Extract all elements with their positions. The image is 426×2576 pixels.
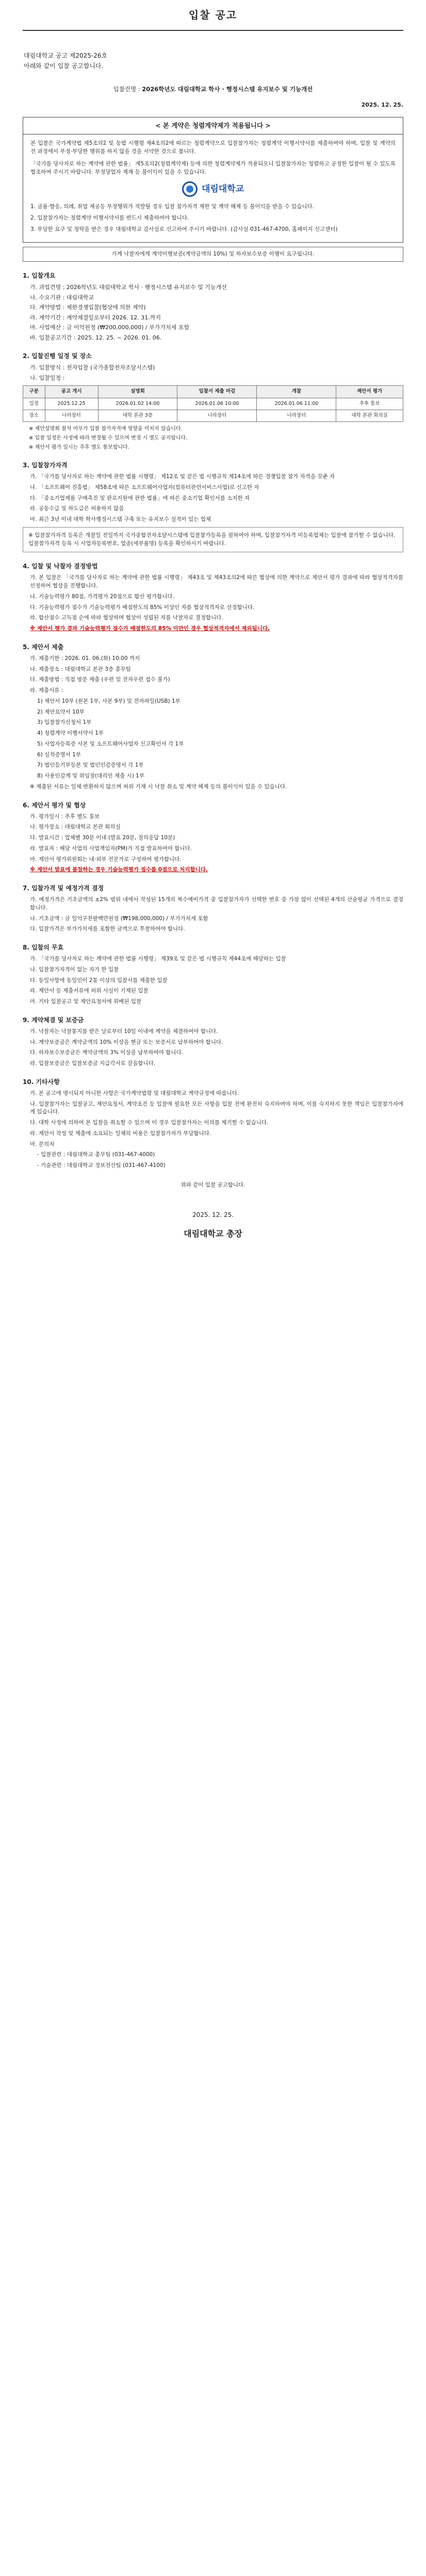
section-proposal <box>23 642 403 791</box>
integrity-paragraph-2: 「국가를 당사자로 하는 계약에 관한 법률」 제5조의2(청렴계약제) 등에 의한 청렴계약제가 적용되오니 입찰참가자는 청렴하고 공정한 입찰이 될 수 있도록 협조하여 주시기 바랍니다. 부정당업자 제재 등 불이익이 있을 수 있습니다. <box>30 160 396 175</box>
table-cell: 대학 본관 회의실 <box>336 410 403 421</box>
section-heading: 7. 입찰가격 및 예정가격 결정 <box>23 885 104 892</box>
table-header: 공고 게시 <box>45 386 98 398</box>
section-line: 가. 입찰방식 : 전자입찰 (국가종합전자조달시스템) <box>30 364 155 371</box>
section-line: 나. 계약보증금은 계약금액의 10% 이상을 현금 또는 보증서로 납부하여야 합니다. <box>30 1039 223 1045</box>
section-line: 가. 「국가를 당사자로 하는 계약에 관한 법률 시행령」 제39조 및 같은 법 시행규칙 제44조에 해당하는 입찰 <box>30 956 286 962</box>
integrity-notice-item: 1. 금품·향응, 의례, 취업 제공등 부정행위가 적발될 경우 입찰 참가자격 제한 및 계약 해제 등 불이익을 받을 수 있습니다. <box>30 204 315 210</box>
section-line: 라. 입찰보증금은 입찰보증금 지급각서로 갈음합니다. <box>30 1060 156 1067</box>
bid-title-line: 입찰건명 : 2026학년도 대림대학교 학사 · 행정시스템 유지보수 및 기능개선 <box>113 85 313 93</box>
contact-line: - 입찰관련 : 대림대학교 총무팀 (031-467-4000) <box>37 1151 155 1158</box>
section-line: 가. 「국가를 당사자로 하는 계약에 관한 법률 시행령」 제12조 및 같은 법 시행규칙 제14조에 따른 경쟁입찰 참가 자격을 갖춘 자 <box>30 473 335 480</box>
section-line: 다. 발표시간 : 업체별 30분 이내 (발표 20분, 질의응답 10분) <box>30 835 175 841</box>
integrity-box-body <box>23 134 403 242</box>
section-evaluation <box>23 801 403 875</box>
section-heading: 6. 제안서 평가 및 협상 <box>23 801 86 809</box>
table-row <box>23 398 403 410</box>
section-line: 나. 기초금액 : 금 일억구천팔백만원정 (₩198,000,000) / 부가가치세 포함 <box>30 915 208 922</box>
section-line: 라. 제출서류 : <box>30 687 63 694</box>
university-logo <box>30 181 396 197</box>
note-line: ※ 제안설명회 참석 여부가 입찰 참가자격에 영향을 미치지 않습니다. <box>29 426 183 432</box>
table-cell: 추후 통보 <box>336 398 403 410</box>
schedule-table <box>23 385 403 422</box>
bid-title-label: 입찰건명 <box>113 85 137 93</box>
section-line: 바. 입찰공고기간 : 2025. 12. 25. ~ 2026. 01. 06. <box>30 334 162 341</box>
schedule-notes <box>23 425 403 451</box>
section-schedule <box>23 351 403 451</box>
section-line: 라. 발표자 : 해당 사업의 사업책임자(PM)가 직접 발표하여야 합니다. <box>30 845 192 852</box>
document-item: 5) 사업자등록증 사본 및 소프트웨어사업자 신고확인서 각 1부 <box>37 740 184 747</box>
section-line: 마. 사업예산 : 금 이억원정 (₩200,000,000) / 부가가치세 포함 <box>30 324 189 331</box>
section-line: 가. 본 공고에 명시되지 아니한 사항은 국가계약법령 및 대림대학교 계약규정에 따릅니다. <box>30 1090 239 1096</box>
table-cell: 나라장터 <box>257 410 336 421</box>
footer-date: 2025. 12. 25. <box>192 1211 234 1218</box>
announcement-date: 2025. 12. 25. <box>361 101 403 109</box>
integrity-contract-box <box>23 117 403 243</box>
contact-line: - 기술관련 : 대림대학교 정보전산팀 (031-467-4100) <box>37 1162 166 1169</box>
section-heading: 9. 계약체결 및 보증금 <box>23 1016 84 1024</box>
table-cell: 나라장터 <box>45 410 98 421</box>
note-line: ※ 제안서 평가 일시는 추후 별도 통보합니다. <box>29 445 129 451</box>
table-cell: 대학 본관 3층 <box>98 410 177 421</box>
section-line: 나. 기술능력평가 80점, 가격평가 20점으로 합산 평가합니다. <box>30 593 174 600</box>
table-cell: 2025.12.25 <box>45 398 98 410</box>
section-line: 가. 평가일시 : 추후 별도 통보 <box>30 813 100 820</box>
section-line: 다. 동일사항에 동일인이 2통 이상의 입찰서를 제출한 입찰 <box>30 977 168 984</box>
section-bid-price <box>23 884 403 934</box>
integrity-box-heading: < 본 게약은 청렴게약제가 적용됩니다 > <box>23 117 403 135</box>
section-line: 나. 입찰참가자격이 없는 자가 한 입찰 <box>30 966 119 973</box>
section-misc <box>23 1077 403 1190</box>
section-award-method <box>23 562 403 633</box>
section-heading: 8. 입찰의 무효 <box>23 944 64 952</box>
table-header: 개찰 <box>257 386 336 398</box>
integrity-notice-item: 2. 입찰참가자는 청렴계약 이행서약서를 반드시 제출하여야 합니다. <box>30 215 189 222</box>
section-line: 다. 계약방법 : 제한경쟁입찰(협상에 의한 계약) <box>30 304 146 311</box>
header-bar <box>23 0 403 31</box>
publication-info <box>23 50 403 72</box>
section-line: 나. 입찰일정 : <box>30 374 65 381</box>
integrity-notice-item: 3. 부당한 요구 및 청탁을 받은 경우 대림대학교 감사실로 신고하여 주시기 바랍니다. (감사실 031-467-4700, 홈페이지 신고센터) <box>30 226 338 232</box>
publication-statement: 아래와 같이 입찰 공고합니다. <box>24 62 104 70</box>
document-item: 2) 제안요약서 10부 <box>37 708 85 715</box>
section-line: 나. 제출장소 : 대림대학교 본관 3층 총무팀 <box>30 666 131 672</box>
section-line: 마. 기타 입찰공고 및 제안요청서에 위배된 입찰 <box>30 998 142 1005</box>
warning-line: ※ 제안서 평가 결과 기술능력평가 점수가 배점한도의 85% 미만인 경우 협상적격자에서 제외됩니다. <box>30 625 270 632</box>
table-header: 제안서 평가 <box>336 386 403 398</box>
section-line: 라. 합산점수 고득점 순에 따라 협상하며 협상이 성립된 자를 낙찰자로 결정합니다. <box>30 615 223 621</box>
note-line: ※ 제출된 서류는 일체 반환하지 않으며 허위 기재 시 낙찰 취소 및 계약 해제 등의 불이익이 있을 수 있습니다. <box>30 783 287 790</box>
section-line: 다. 「중소기업제품 구매촉진 및 판로지원에 관한 법률」에 따른 중소기업 확인서를 소지한 자 <box>30 495 250 501</box>
section-heading: 5. 제안서 제출 <box>23 643 64 651</box>
section-line: 다. 기술능력평가 점수가 기술능력평가 배점한도의 85% 이상인 자를 협상적격자로 선정합니다. <box>30 604 255 611</box>
table-cell: 나라장터 <box>177 410 257 421</box>
section-line: 라. 제안서 작성 및 제출에 소요되는 일체의 비용은 입찰참가자가 부담합니다. <box>30 1130 211 1137</box>
section-line: 마. 제안서 평가위원회는 내·외부 전문가로 구성하여 평가합니다. <box>30 856 182 862</box>
eligibility-notice-box: ※ 입찰참가자격 등록은 개찰일 전일까지 국가종합전자조달시스템에 입찰참가등록을 필하여야 하며, 입찰참가자격 미등록업체는 입찰에 참가할 수 없습니다. 입찰참가자격 등록 시 사업자등록번호, 업종(세부품명) 등록을 확인하시기 바랍니다. <box>23 527 403 553</box>
section-line: 라. 공동수급 및 하도급은 허용하지 않음 <box>30 505 124 512</box>
section-line: 가. 과업건명 : 2026학년도 대림대학교 학사 · 행정시스템 유지보수 및 기능개선 <box>30 284 227 291</box>
section-line: 가. 낙찰자는 낙찰통지를 받은 날로부터 10일 이내에 계약을 체결하여야 합니다. <box>30 1028 218 1035</box>
table-cell: 장소 <box>23 410 45 421</box>
section-heading: 3. 입찰참가자격 <box>23 462 68 469</box>
section-line: 다. 하자보수보증금은 계약금액의 3% 이상을 납부하여야 합니다. <box>30 1049 183 1056</box>
section-contract <box>23 1015 403 1068</box>
section-line: 가. 예정가격은 기초금액의 ±2% 범위 내에서 작성된 15개의 복수예비가격 중 입찰참가자가 선택한 번호 중 가장 많이 선택된 4개의 산술평균 가격으로 결정합니다. <box>30 896 403 911</box>
table-header: 설명회 <box>98 386 177 398</box>
section-heading: 10. 기타사항 <box>23 1078 60 1086</box>
section-line: 라. 제안서 등 제출서류에 허위 사실이 기재된 입찰 <box>30 988 149 994</box>
guarantee-notice: 가계 낙찰자에게 계약이행보증(계약금액의 10%) 및 하자보수보증 이행이 요구됩니다. <box>23 247 403 262</box>
section-line: 가. 제출기한 : 2026. 01. 06.(화) 10:00 까지 <box>30 655 140 662</box>
section-overview <box>23 271 403 342</box>
table-cell: 2026.01.02 14:00 <box>98 398 177 410</box>
section-line: 나. 평가장소 : 대림대학교 본관 회의실 <box>30 824 121 831</box>
document-item: 8) 사용인감계 및 위임장(대리인 제출 시) 1부 <box>37 773 144 779</box>
note-line: ※ 입찰 일정은 사정에 따라 변경될 수 있으며 변경 시 별도 공지합니다. <box>29 435 188 442</box>
section-line: 가. 본 입찰은 「국가를 당사자로 하는 계약에 관한 법률 시행령」 제43조 및 제43조의2에 따른 협상에 의한 계약으로 제안서 평가 결과에 따라 협상적격자를 선정하여 협상을 진행합니다. <box>30 574 403 589</box>
section-heading: 4. 입찰 및 낙찰자 결정방법 <box>23 563 98 570</box>
document-item: 7) 법인등기부등본 및 법인인감증명서 각 1부 <box>37 762 144 769</box>
table-header: 구분 <box>23 386 45 398</box>
section-eligibility <box>23 461 403 552</box>
section-heading: 2. 입찰진행 일정 및 장소 <box>23 352 92 360</box>
section-line: 다. 제출방법 : 직접 방문 제출 (우편 및 전자우편 접수 불가) <box>30 676 170 683</box>
section-line: 나. 입찰참가자는 입찰공고, 제안요청서, 계약조건 등 입찰에 필요한 모든 사항을 입찰 전에 완전히 숙지하여야 하며, 이를 숙지하지 못한 책임은 입찰참가자에게 있습니다. <box>30 1100 403 1115</box>
university-emblem-icon <box>182 181 198 197</box>
table-row <box>23 410 403 421</box>
table-header: 입찰서 제출 마감 <box>177 386 257 398</box>
document-item: 1) 제안서 10부 (원본 1부, 사본 9부) 및 전자파일(USB) 1부 <box>37 698 181 704</box>
section-line: 라. 계약기간 : 계약체결일로부터 2026. 12. 31.까지 <box>30 314 161 321</box>
integrity-notice-list <box>30 203 396 233</box>
section-line: 나. 「소프트웨어 진흥법」 제58조에 따른 소프트웨어사업자(컴퓨터관련서비스사업)로 신고한 자 <box>30 484 259 490</box>
table-cell: 2026.01.06 11:00 <box>257 398 336 410</box>
page-title: 입찰 공고 <box>188 9 238 21</box>
document-item: 4) 청렴계약 이행서약서 1부 <box>37 730 104 737</box>
warning-line: ※ 제안서 발표에 불참하는 경우 기술능력평가 점수를 0점으로 처리합니다. <box>30 867 208 873</box>
integrity-paragraph-1: 본 입찰은 국가계약법 제5조의2 및 동법 시행령 제4조의2에 따르는 청렴계약으로 입찰참가자는 청렴계약 이행서약서를 제출하여야 하며, 입찰 및 계약의 전 과정에서 부정·부당한 행위를 하지 않을 것을 서약한 것으로 봅니다. <box>30 140 396 155</box>
section-line: 마. 문의처 <box>30 1141 55 1147</box>
section-line: 마. 최근 3년 이내 대학 학사행정시스템 구축 또는 유지보수 실적이 있는 업체 <box>30 516 211 523</box>
section-invalid-bids <box>23 943 403 1006</box>
section-line: 다. 대학 사정에 의하여 본 입찰을 취소할 수 있으며 이 경우 입찰참가자는 이의를 제기할 수 없습니다. <box>30 1120 269 1126</box>
publication-number: 대림대학교 공고 제2025-26호 <box>24 52 108 59</box>
table-cell: 일정 <box>23 398 45 410</box>
section-line: 나. 수요기관 : 대림대학교 <box>30 294 94 301</box>
section-line: 다. 입찰가격은 부가가치세를 포함한 금액으로 투찰하여야 합니다. <box>30 926 185 933</box>
university-logo-text: 대림대학교 <box>201 183 244 194</box>
document-item: 6) 실적증명서 1부 <box>37 751 81 758</box>
document-item: 3) 입찰참가신청서 1부 <box>37 719 92 726</box>
closing-statement: 위와 같이 입찰 공고합니다. <box>181 1181 245 1188</box>
footer-organization: 대림대학교 총장 <box>184 1228 242 1239</box>
section-heading: 1. 입찰개요 <box>23 272 56 280</box>
table-cell: 2026.01.06 10:00 <box>177 398 257 410</box>
bid-title-name: 2026학년도 대림대학교 학사 · 행정시스템 유지보수 및 기능개선 <box>142 85 313 93</box>
